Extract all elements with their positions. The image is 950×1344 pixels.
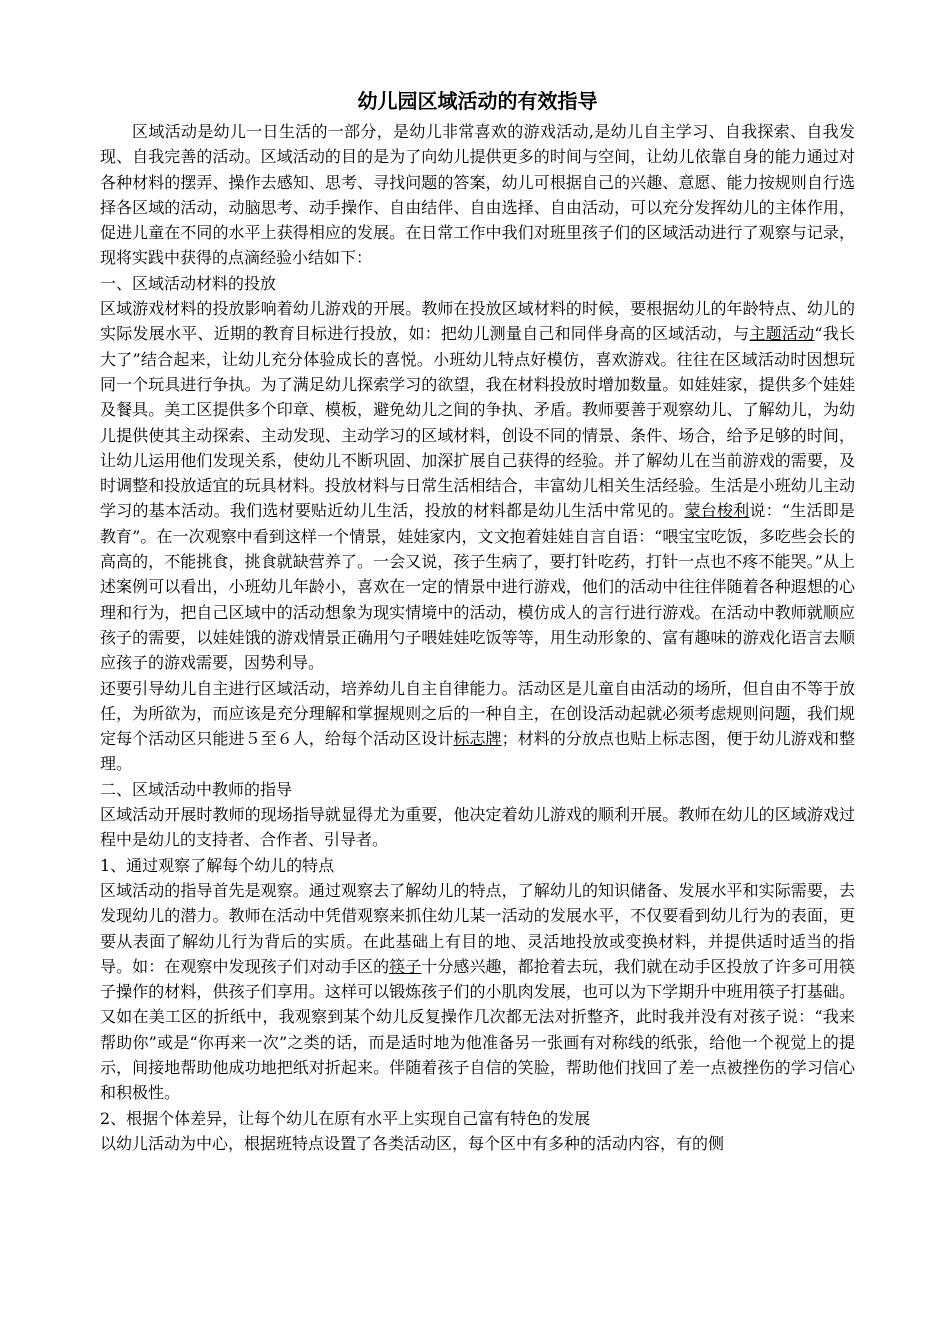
paragraph-rules	[100, 676, 855, 777]
paragraph-intro: 区域活动是幼儿一日生活的一部分，是幼儿非常喜欢的游戏活动,是幼儿自主学习、自我探索、自我发现、自我完善的活动。区域活动的目的是为了向幼儿提供更多的时间与空间，让幼儿依靠自身的能力通过对各种材料的摆弄、操作去感知、思考、寻找问题的答案，幼儿可根据自己的兴趣、意愿、能力按规则自行选择各区域的活动，动脑思考、动手操作、自由结伴、自由选择、自由活动，可以充分发挥幼儿的主体作用，促进儿童在不同的水平上获得相应的发展。在日常工作中我们对班里孩子们的区域活动进行了观察与记录，现将实践中获得的点滴经验小结如下：	[100, 122, 855, 268]
paragraph-guidance: 区域活动开展时教师的现场指导就显得尤为重要，他决定着幼儿游戏的顺利开展。教师在幼儿的区域游戏过程中是幼儿的支持者、合作者、引导者。	[100, 805, 855, 850]
paragraph-text: 十分感兴趣，都抢着去玩，我们就在动手区投放了许多可用筷子操作的材料，供孩子们享用。这样可以锻炼孩子们的小肌肉发展，也可以为下学期升中班用筷子打基础。又如在美工区的折纸中，我观察到某个幼儿反复操作几次都无法对折整齐，此时我并没有对孩子说：“我来帮助你”或是“你再来一次”之类的话，而是适时地为他准备另一张画有对称线的纸张，给他一个视觉上的提示，间接地帮助他成功地把纸对折起来。伴随着孩子自信的笑脸，帮助他们找回了差一点被挫伤的学习信心和积极性。	[100, 956, 855, 1103]
montessori-link[interactable]: 蒙台梭利	[684, 501, 750, 521]
paragraph-observation	[100, 878, 855, 1106]
paragraph-text: 区域活动的指导首先是观察。通过观察去了解幼儿的特点，了解幼儿的知识储备、发展水平和实际需要，去发现幼儿的潜力。教师在活动中凭借观察来抓住幼儿某一活动的发展水平，不仅要看到幼儿行为的表面，更要从表面了解幼儿行为背后的实质。在此基础上有目的地、灵活地投放或变换材料，并提供适时适当的指导。如：在观察中发现孩子们对动手区的	[100, 880, 855, 976]
theme-activity-link[interactable]: 主题活动	[749, 324, 815, 344]
document-body	[100, 119, 855, 1156]
paragraph-individual: 以幼儿活动为中心，根据班特点设置了各类活动区，每个区中有多种的活动内容，有的侧	[100, 1133, 725, 1153]
paragraph-materials	[100, 296, 855, 675]
paragraph-text: ；材料的分放点也贴上标志图，便于幼儿游戏和整理。	[100, 729, 855, 774]
subsection-heading-2: 2、根据个体差异，让每个幼儿在原有水平上实现自己富有特色的发展	[100, 1108, 591, 1128]
signboard-link[interactable]: 标志牌	[453, 729, 502, 749]
paragraph-text: 区域游戏材料的投放影响着幼儿游戏的开展。教师在投放区域材料的时候，要根据幼儿的年龄特点、幼儿的实际发展水平、近期的教育目标进行投放，如：把幼儿测量自己和同伴身高的区域活动，与	[100, 299, 855, 344]
section-heading-1: 一、区域活动材料的投放	[100, 273, 277, 293]
paragraph-text: 说：“生活即是教育”。在一次观察中看到这样一个情景，娃娃家内，文文抱着娃娃自言自语：“喂宝宝吃饭，多吃些会长的高高的，不能挑食，挑食就缺营养了。一会又说，孩子生病了，要打针吃药，打针一点也不疼不能哭。”从上述案例可以看出，小班幼儿年龄小，喜欢在一定的情景中进行游戏，他们的活动中往往伴随着各种遐想的心理和行为，把自己区域中的活动想象为现实情境中的活动，模仿成人的言行进行游戏。在活动中教师就顺应孩子的需要，以娃娃饿的游戏情景正确用勺子喂娃娃吃饭等等，用生动形象的、富有趣味的游戏化语言去顺应孩子的游戏需要，因势利导。	[100, 501, 855, 673]
section-heading-2: 二、区域活动中教师的指导	[100, 779, 293, 799]
page-title: 幼儿园区域活动的有效指导	[357, 89, 598, 113]
chopsticks-link[interactable]: 筷子	[389, 956, 422, 976]
paragraph-text: “我长大了”结合起来，让幼儿充分体验成长的喜悦。小班幼儿特点好模仿，喜欢游戏。往往在区域活动时因想玩同一个玩具进行争执。为了满足幼儿探索学习的欲望，我在材料投放时增加数量。如娃娃家，提供多个娃娃及餐具。美工区提供多个印章、模板，避免幼儿之间的争执、矛盾。教师要善于观察幼儿、了解幼儿，为幼儿提供使其主动探索、主动发现、主动学习的区域材料，创设不同的情景、条件、场合，给予足够的时间，让幼儿运用他们发现关系，使幼儿不断巩固、加深扩展自己获得的经验。并了解幼儿在当前游戏的需要，及时调整和投放适宜的玩具材料。投放材料与日常生活相结合，丰富幼儿相关生活经验。生活是小班幼儿主动学习的基本活动。我们选材要贴近幼儿生活，投放的材料都是幼儿生活中常见的。	[100, 324, 855, 521]
subsection-heading-1: 1、通过观察了解每个幼儿的特点	[100, 855, 335, 875]
paragraph-text: 还要引导幼儿自主进行区域活动，培养幼儿自主自律能力。活动区是儿童自由活动的场所，但自由不等于放任，为所欲为，而应该是充分理解和掌握规则之后的一种自主，在创设活动起就必须考虑规则问题，我们规定每个活动区只能进５至６人，给每个活动区设计	[100, 678, 855, 749]
